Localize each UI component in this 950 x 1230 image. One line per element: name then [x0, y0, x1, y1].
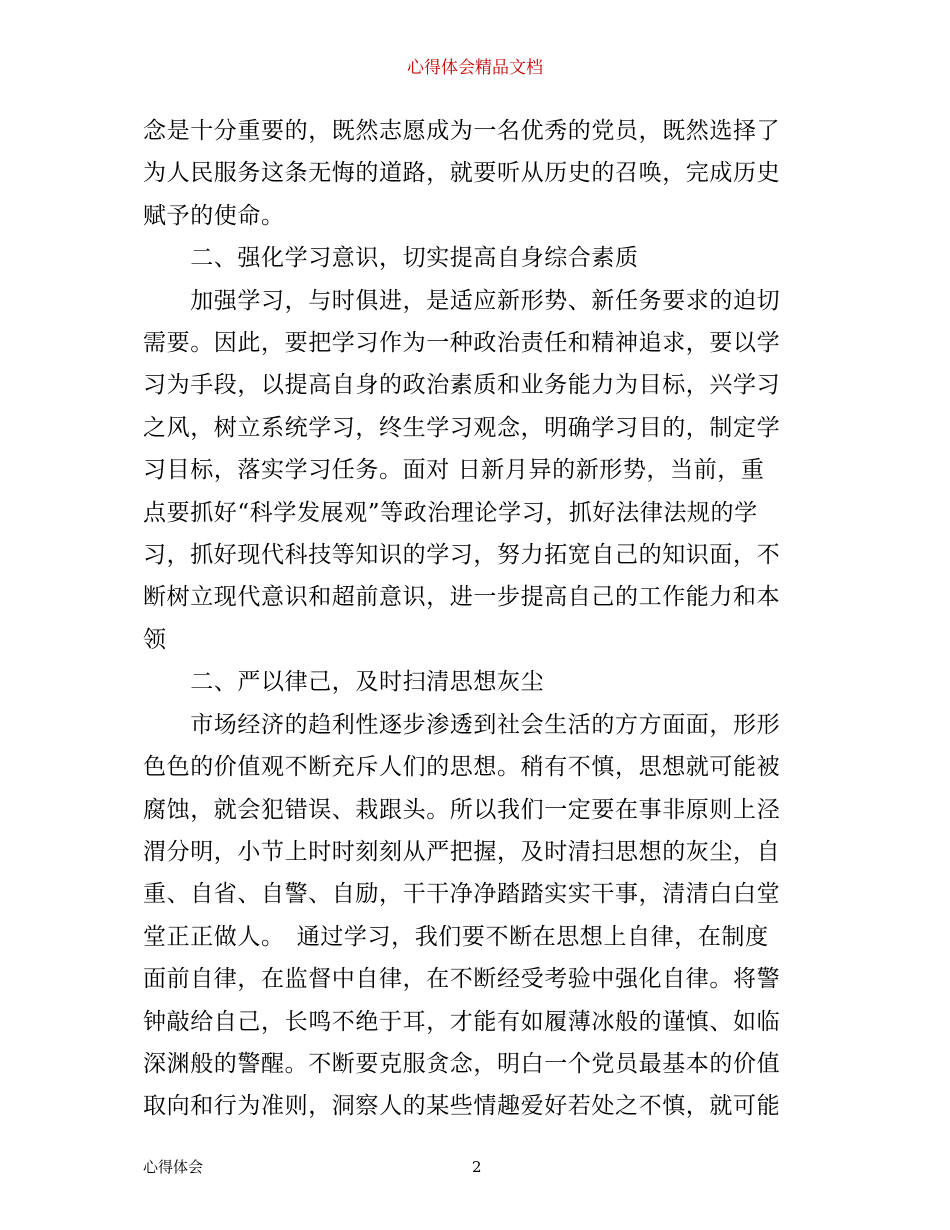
text-line: 念是十分重要的，既然志愿成为一名优秀的党员，既然选择了 — [143, 118, 781, 144]
text-line: 领 — [143, 626, 167, 653]
text-line: 习目标，落实学习任务。面对 日新月异的新形势，当前，重 — [143, 457, 765, 484]
text-line: 加强学习，与时俱进，是适应新形势、新任务要求的迫切 — [143, 287, 781, 314]
page-header-title: 心得体会精品文档 — [407, 58, 543, 78]
text-line: 渭分明，小节上时时刻刻从严把握，及时清扫思想的灰尘，自 — [143, 838, 781, 865]
body-paragraph — [143, 704, 815, 1128]
text-line: 二、严以律己，及时扫清思想灰尘 — [143, 669, 545, 696]
section-heading — [143, 661, 815, 703]
text-line: 面前自律，在监督中自律，在不断经受考验中强化自律。将警 — [143, 966, 781, 993]
text-line: 色色的价值观不断充斥人们的思想。稍有不慎，思想就可能被 — [143, 754, 781, 781]
text-line: 取向和行为准则，洞察人的某些情趣爱好若处之不慎，就可能 — [143, 1093, 781, 1120]
text-line: 深渊般的警醒。不断要克服贪念，明白一个党员最基本的价值 — [143, 1050, 781, 1077]
section-heading — [143, 237, 815, 279]
text-line: 钟敲给自己，长鸣不绝于耳，才能有如履薄冰般的谨慎、如临 — [143, 1008, 781, 1035]
text-line: 腐蚀，就会犯错误、栽跟头。所以我们一定要在事非原则上泾 — [143, 796, 781, 823]
text-line: 赋予的使命。 — [143, 202, 285, 229]
text-line: 重、自省、自警、自励，干干净净踏踏实实干事，清清白白堂 — [143, 881, 781, 908]
text-line: 断树立现代意识和超前意识，进一步提高自己的工作能力和本 — [143, 584, 781, 611]
text-line: 习，抓好现代科技等知识的学习，努力拓宽自己的知识面，不 — [143, 542, 781, 569]
text-line: 习为手段，以提高自身的政治素质和业务能力为目标，兴学习 — [143, 372, 781, 399]
text-line: 需要。因此，要把学习作为一种政治责任和精神追求，要以学 — [143, 330, 781, 357]
text-line: 堂正正做人。 通过学习，我们要不断在思想上自律，在制度 — [143, 923, 769, 950]
body-paragraph — [143, 280, 815, 662]
document-body — [143, 110, 815, 1128]
text-line: 二、强化学习意识，切实提高自身综合素质 — [143, 245, 639, 272]
body-paragraph — [143, 110, 815, 237]
text-line: 市场经济的趋利性逐步渗透到社会生活的方方面面，形形 — [143, 711, 781, 738]
text-line: 之风，树立系统学习，终生学习观念，明确学习目的，制定学 — [143, 414, 781, 441]
page-number: 2 — [472, 1158, 482, 1176]
footer-label: 心得体会 — [143, 1158, 204, 1176]
text-line: 点要抓好“科学发展观”等政治理论学习，抓好法律法规的学 — [143, 499, 758, 526]
text-line: 为人民服务这条无悔的道路，就要听从历史的召唤，完成历史 — [143, 160, 781, 187]
